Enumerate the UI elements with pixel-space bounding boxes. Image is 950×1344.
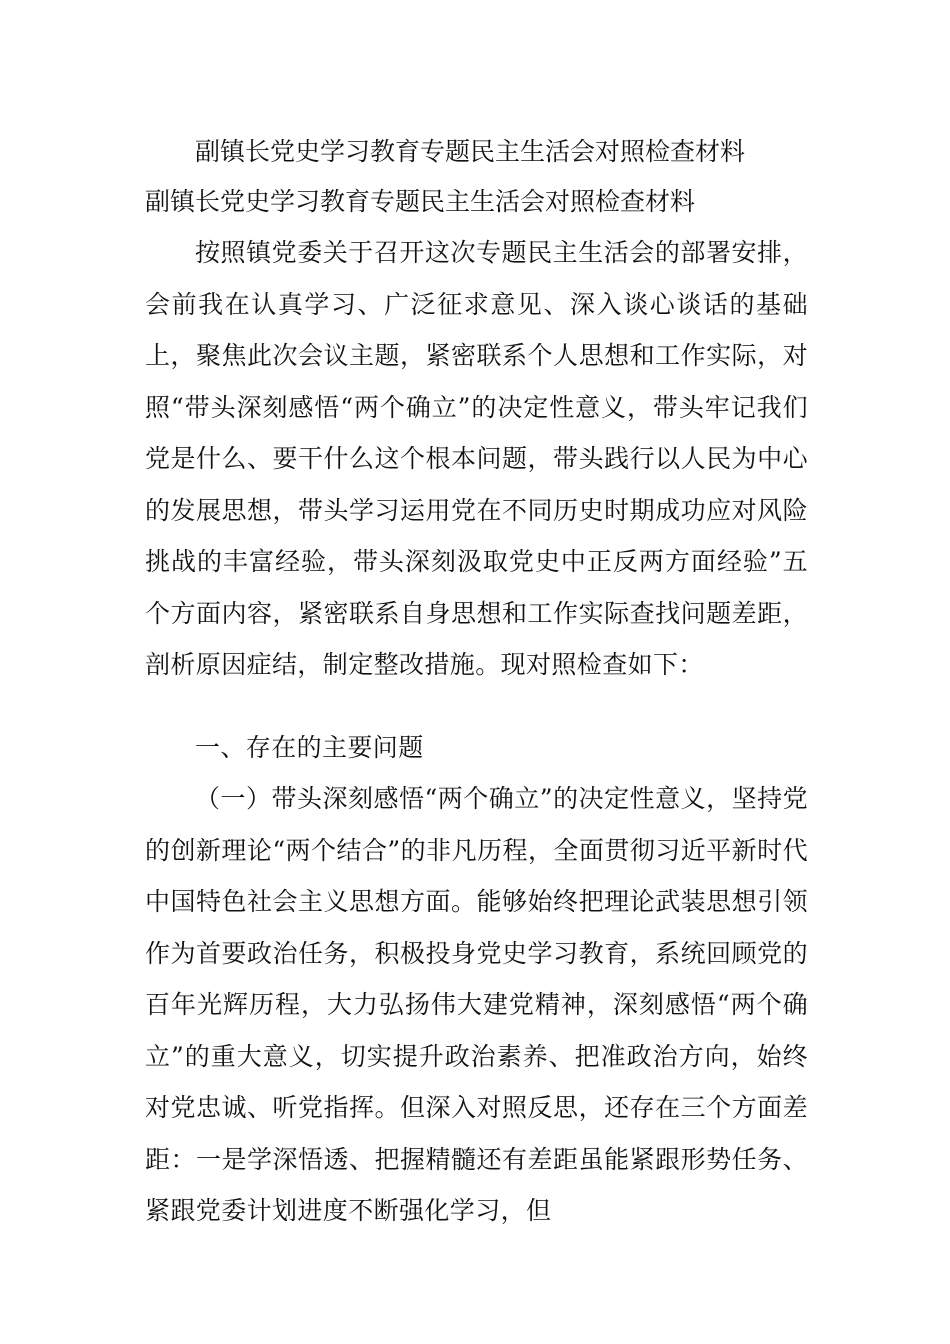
body-paragraph: （一）带头深刻感悟“两个确立”的决定性意义，坚持党的创新理论“两个结合”的非凡历程，全面贯彻习近平新时代中国特色社会主义思想方面。能够始终把理论武装思想引领作为首要政治任务，积极投身党史学习教育，系统回顾党的百年光辉历程，大力弘扬伟大建党精神，深刻感悟“两个确立”的重大意义，切实提升政治素养、把准政治方向，始终对党忠诚、听党指挥。但深入对照反思，还存在三个方面差距：一是学深悟透、把握精髓还有差距虽能紧跟形势任务、紧跟党委计划进度不断强化学习，但	[145, 784, 808, 1225]
document-subtitle: 副镇长党史学习教育专题民主生活会对照检查材料	[145, 187, 696, 216]
intro-paragraph: 按照镇党委关于召开这次专题民主生活会的部署安排，会前我在认真学习、广泛征求意见、深入谈心谈话的基础上，聚焦此次会议主题，紧密联系个人思想和工作实际，对照“带头深刻感悟“两个确立”的决定性意义，带头牢记我们党是什么、要干什么这个根本问题，带头践行以人民为中心的发展思想，带头学习运用党在不同历史时期成功应对风险挑战的丰富经验，带头深刻汲取党史中正反两方面经验”五个方面内容，紧密联系自身思想和工作实际查找问题差距，剖析原因症结，制定整改措施。现对照检查如下：	[145, 238, 808, 679]
document-title: 副镇长党史学习教育专题民主生活会对照检查材料	[195, 137, 746, 166]
section-heading: 一、存在的主要问题	[195, 733, 424, 762]
